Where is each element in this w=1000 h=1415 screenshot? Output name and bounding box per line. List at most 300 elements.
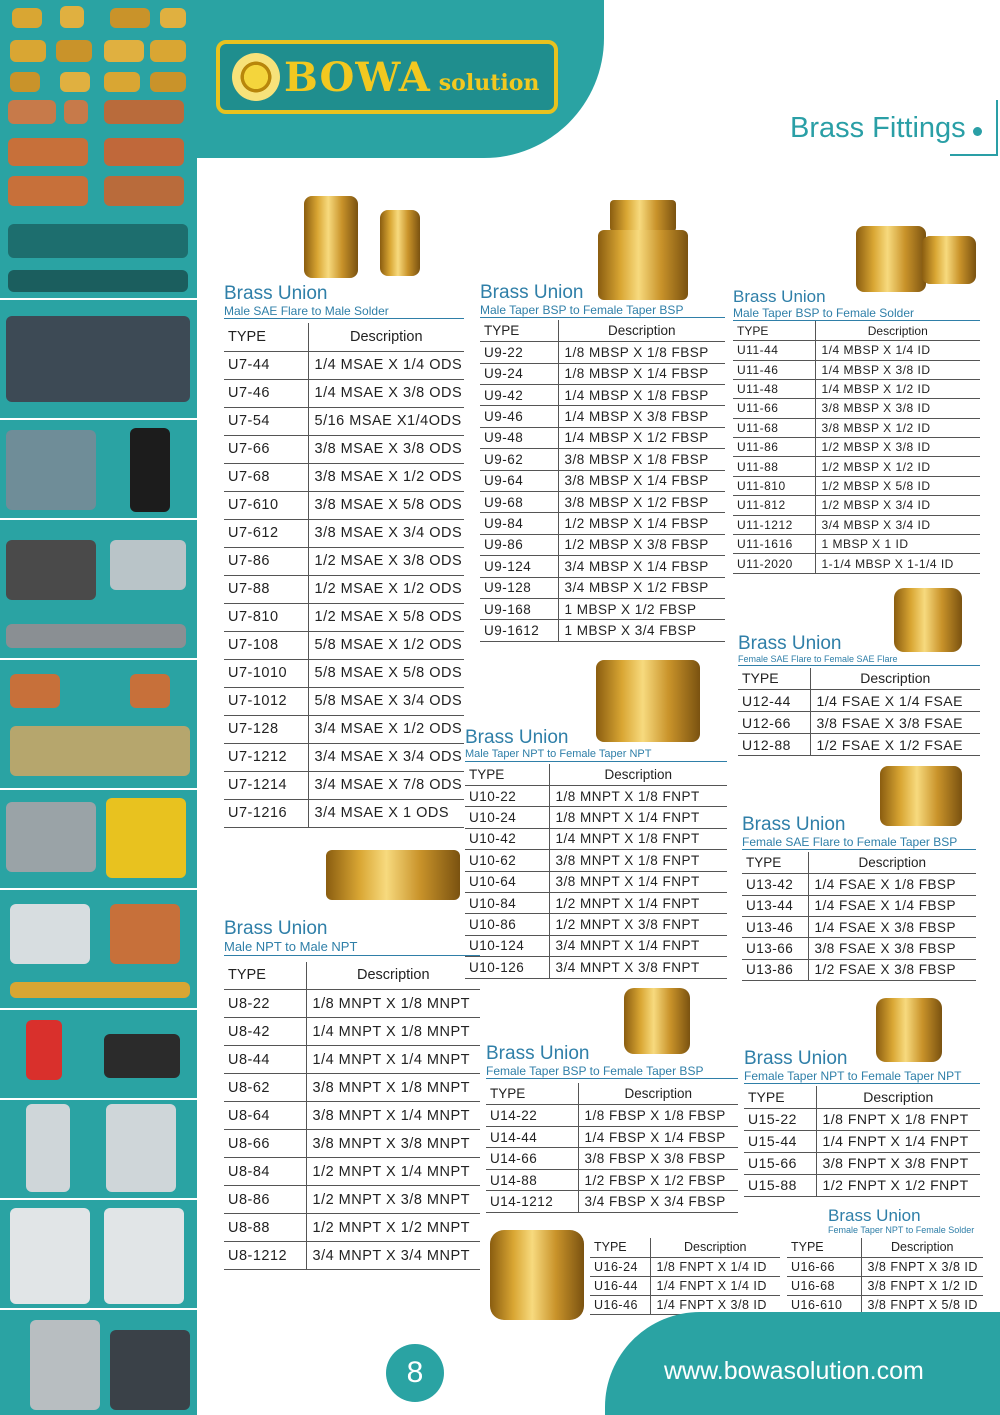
type-cell: U9-62	[480, 449, 558, 470]
description-column-header: Description	[816, 1086, 980, 1108]
description-cell: 1/2 MNPT X 3/8 MNPT	[306, 1186, 480, 1214]
description-cell: 3/8 MNPT X 1/8 FNPT	[549, 850, 727, 871]
table-row	[224, 491, 464, 519]
logo-emblem-icon	[232, 53, 280, 101]
table-row	[480, 449, 725, 470]
table-row	[733, 476, 980, 495]
page-heading: Brass Fittings	[790, 112, 966, 144]
table-row	[224, 407, 464, 435]
section-subtitle: Female SAE Flare to Female Taper BSP	[742, 835, 976, 850]
table-row	[480, 577, 725, 598]
section-title: Brass Union	[742, 814, 846, 835]
table-row	[224, 1102, 480, 1130]
description-cell: 1/2 MSAE X 1/2 ODS	[308, 575, 464, 603]
description-cell: 3/8 FSAE X 3/8 FBSP	[808, 938, 976, 959]
type-cell: U10-126	[465, 957, 549, 978]
type-cell: U11-44	[733, 341, 815, 360]
table-row	[733, 399, 980, 418]
cabinet-photo-block	[0, 1200, 197, 1310]
description-cell: 1/2 FBSP X 1/2 FBSP	[578, 1169, 738, 1191]
spec-table	[742, 852, 976, 981]
valve-photo-block	[0, 660, 197, 790]
table-header-row	[224, 962, 480, 990]
description-cell: 1 MBSP X 1 ID	[815, 535, 980, 554]
description-cell: 5/8 MSAE X 5/8 ODS	[308, 659, 464, 687]
type-cell: U9-48	[480, 427, 558, 448]
description-cell: 1/8 FNPT X 1/8 FNPT	[816, 1108, 980, 1130]
type-cell: U12-88	[738, 734, 810, 756]
type-cell: U9-22	[480, 342, 558, 363]
type-column-header: TYPE	[465, 764, 549, 785]
spec-table	[480, 320, 725, 641]
table-row	[465, 892, 727, 913]
table-row	[480, 620, 725, 641]
table-row	[733, 496, 980, 515]
type-column-header: TYPE	[787, 1238, 861, 1257]
type-cell: U14-22	[486, 1105, 578, 1127]
description-cell: 3/8 MNPT X 3/8 MNPT	[306, 1130, 480, 1158]
description-cell: 1/4 FSAE X 1/4 FBSP	[808, 895, 976, 916]
description-column-header: Description	[810, 668, 980, 690]
table-header-row	[480, 320, 725, 341]
description-cell: 1/4 MNPT X 1/8 MNPT	[306, 1018, 480, 1046]
description-cell: 1/4 MSAE X 3/8 ODS	[308, 379, 464, 407]
description-cell: 1/4 MBSP X 1/4 ID	[815, 341, 980, 360]
description-cell: 3/8 MNPT X 1/4 FNPT	[549, 871, 727, 892]
description-cell: 3/4 MSAE X 3/4 ODS	[308, 743, 464, 771]
fridge-photo-block	[0, 1100, 197, 1200]
description-cell: 1/4 MBSP X 1/2 FBSP	[558, 427, 725, 448]
description-cell: 1/2 MBSP X 3/8 ID	[815, 438, 980, 457]
type-column-header: TYPE	[733, 321, 815, 340]
description-column-header: Description	[861, 1238, 983, 1257]
spec-table	[486, 1083, 738, 1213]
section-title: Brass Union	[224, 918, 328, 939]
section-u8	[224, 919, 480, 1270]
table-header-row	[224, 323, 464, 351]
table-row	[465, 786, 727, 807]
description-cell: 1/4 MBSP X 1/2 ID	[815, 379, 980, 398]
description-column-header: Description	[308, 323, 464, 351]
type-column-header: TYPE	[224, 323, 308, 351]
logo-suffix: solution	[438, 70, 540, 96]
type-cell: U16-66	[787, 1257, 861, 1276]
type-cell: U11-810	[733, 476, 815, 495]
table-row	[224, 1046, 480, 1074]
table-row	[224, 575, 464, 603]
table-row	[224, 771, 464, 799]
table-row	[465, 957, 727, 978]
description-cell: 1/2 MBSP X 1/2 ID	[815, 457, 980, 476]
description-column-header: Description	[558, 320, 725, 341]
controller-photo-block	[0, 1010, 197, 1100]
description-cell: 3/8 MSAE X 3/8 ODS	[308, 435, 464, 463]
table-row	[480, 427, 725, 448]
description-cell: 1/4 MBSP X 1/8 FBSP	[558, 385, 725, 406]
table-row	[744, 1130, 980, 1152]
table-row	[486, 1191, 738, 1213]
spec-table	[744, 1086, 980, 1197]
description-cell: 5/16 MSAE X1/4ODS	[308, 407, 464, 435]
type-cell: U8-86	[224, 1186, 306, 1214]
table-row	[224, 1130, 480, 1158]
section-u16-header	[828, 1207, 988, 1235]
table-row	[224, 519, 464, 547]
description-cell: 1/4 FNPT X 1/4 FNPT	[816, 1130, 980, 1152]
section-title: Brass Union	[224, 283, 328, 304]
section-subtitle: Male SAE Flare to Male Solder	[224, 304, 464, 319]
description-cell: 1/2 MNPT X 3/8 FNPT	[549, 914, 727, 935]
table-row	[224, 1242, 480, 1270]
description-cell: 3/8 MNPT X 1/8 MNPT	[306, 1074, 480, 1102]
section-subtitle: Female Taper NPT to Female Solder	[828, 1224, 975, 1235]
type-cell: U15-88	[744, 1174, 816, 1196]
type-cell: U8-44	[224, 1046, 306, 1074]
description-cell: 3/8 FNPT X 5/8 ID	[861, 1295, 983, 1314]
description-cell: 3/4 MSAE X 1 ODS	[308, 799, 464, 827]
type-cell: U7-810	[224, 603, 308, 631]
heading-rule	[950, 154, 998, 156]
type-cell: U14-1212	[486, 1191, 578, 1213]
type-column-header: TYPE	[738, 668, 810, 690]
spec-table	[224, 323, 464, 828]
table-row	[733, 360, 980, 379]
type-cell: U11-2020	[733, 554, 815, 573]
description-column-header: Description	[808, 852, 976, 873]
type-cell: U7-128	[224, 715, 308, 743]
section-title: Brass Union	[828, 1206, 921, 1225]
section-subtitle: Male Taper BSP to Female Taper BSP	[480, 303, 725, 318]
table-row	[590, 1276, 780, 1295]
fitting-image-u7	[300, 196, 430, 282]
description-cell: 1/2 MBSP X 3/4 ID	[815, 496, 980, 515]
type-column-header: TYPE	[742, 852, 808, 873]
type-column-header: TYPE	[590, 1238, 650, 1257]
type-cell: U9-64	[480, 470, 558, 491]
type-cell: U11-48	[733, 379, 815, 398]
table-row	[224, 1018, 480, 1046]
type-cell: U7-1214	[224, 771, 308, 799]
description-column-header: Description	[306, 962, 480, 990]
type-cell: U7-68	[224, 463, 308, 491]
table-row	[738, 690, 980, 712]
type-cell: U16-68	[787, 1276, 861, 1295]
table-row	[486, 1169, 738, 1191]
table-row	[224, 463, 464, 491]
table-row	[224, 687, 464, 715]
description-cell: 3/8 MSAE X 3/4 ODS	[308, 519, 464, 547]
section-title: Brass Union	[480, 282, 584, 303]
table-header-row	[787, 1238, 983, 1257]
type-cell: U7-1212	[224, 743, 308, 771]
table-row	[224, 1158, 480, 1186]
motor-photo-block	[0, 520, 197, 660]
description-cell: 1 MBSP X 1/2 FBSP	[558, 598, 725, 619]
table-row	[787, 1276, 983, 1295]
table-row	[465, 914, 727, 935]
table-header-row	[590, 1238, 780, 1257]
type-cell: U16-24	[590, 1257, 650, 1276]
description-cell: 1/2 MSAE X 5/8 ODS	[308, 603, 464, 631]
table-row	[224, 799, 464, 827]
description-cell: 3/4 MSAE X 7/8 ODS	[308, 771, 464, 799]
table-header-row	[744, 1086, 980, 1108]
description-cell: 5/8 MSAE X 3/4 ODS	[308, 687, 464, 715]
description-cell: 1/4 FSAE X 1/8 FBSP	[808, 874, 976, 895]
section-title: Brass Union	[733, 287, 826, 306]
type-cell: U8-66	[224, 1130, 306, 1158]
type-cell: U16-610	[787, 1295, 861, 1314]
description-cell: 3/8 MBSP X 1/2 FBSP	[558, 491, 725, 512]
vacuum-pump-photo-block	[0, 790, 197, 890]
table-row	[480, 534, 725, 555]
type-cell: U13-42	[742, 874, 808, 895]
description-cell: 1/2 MBSP X 3/8 FBSP	[558, 534, 725, 555]
table-row	[224, 379, 464, 407]
table-row	[733, 438, 980, 457]
heading-vertical-rule	[996, 100, 998, 156]
table-row	[733, 379, 980, 398]
type-cell: U11-46	[733, 360, 815, 379]
description-cell: 1 MBSP X 3/4 FBSP	[558, 620, 725, 641]
description-cell: 1/4 MBSP X 3/8 ID	[815, 360, 980, 379]
description-cell: 3/8 MNPT X 1/4 MNPT	[306, 1102, 480, 1130]
description-cell: 3/8 FSAE X 3/8 FSAE	[810, 712, 980, 734]
description-cell: 1/2 MNPT X 1/4 FNPT	[549, 892, 727, 913]
section-u16-right	[787, 1238, 983, 1315]
fitting-image-u8	[326, 840, 460, 908]
type-cell: U15-44	[744, 1130, 816, 1152]
compressor-photo-block-2	[0, 420, 197, 520]
table-row	[480, 513, 725, 534]
description-column-header: Description	[815, 321, 980, 340]
type-cell: U10-62	[465, 850, 549, 871]
description-cell: 1/2 MNPT X 1/2 MNPT	[306, 1214, 480, 1242]
type-cell: U8-88	[224, 1214, 306, 1242]
type-cell: U11-88	[733, 457, 815, 476]
table-row	[480, 491, 725, 512]
table-row	[465, 807, 727, 828]
table-header-row	[733, 321, 980, 340]
section-title: Brass Union	[465, 727, 569, 748]
description-cell: 1/2 MBSP X 1/4 FBSP	[558, 513, 725, 534]
type-cell: U7-88	[224, 575, 308, 603]
table-row	[738, 712, 980, 734]
description-cell: 1/8 MNPT X 1/4 FNPT	[549, 807, 727, 828]
type-cell: U7-54	[224, 407, 308, 435]
type-cell: U7-1012	[224, 687, 308, 715]
table-row	[733, 554, 980, 573]
type-cell: U13-44	[742, 895, 808, 916]
fittings-photo-block	[0, 0, 197, 300]
table-row	[733, 457, 980, 476]
table-row	[465, 871, 727, 892]
page-number: 8	[386, 1344, 444, 1402]
type-cell: U9-68	[480, 491, 558, 512]
description-cell: 1/2 FSAE X 1/2 FSAE	[810, 734, 980, 756]
description-cell: 1/8 MNPT X 1/8 MNPT	[306, 990, 480, 1018]
description-cell: 3/4 MNPT X 3/4 MNPT	[306, 1242, 480, 1270]
description-cell: 3/8 MBSP X 3/8 ID	[815, 399, 980, 418]
table-row	[742, 959, 976, 980]
table-row	[742, 917, 976, 938]
description-cell: 1/4 FNPT X 1/4 ID	[650, 1276, 780, 1295]
section-subtitle: Female Taper BSP to Female Taper BSP	[486, 1064, 738, 1079]
description-cell: 3/4 MSAE X 1/2 ODS	[308, 715, 464, 743]
table-row	[224, 990, 480, 1018]
type-cell: U11-68	[733, 418, 815, 437]
table-header-row	[742, 852, 976, 873]
description-cell: 1/2 FSAE X 3/8 FBSP	[808, 959, 976, 980]
type-cell: U10-86	[465, 914, 549, 935]
table-row	[738, 734, 980, 756]
description-column-header: Description	[578, 1083, 738, 1105]
type-cell: U9-24	[480, 363, 558, 384]
section-subtitle: Male NPT to Male NPT	[224, 939, 480, 956]
description-cell: 1/2 MBSP X 5/8 ID	[815, 476, 980, 495]
type-cell: U14-88	[486, 1169, 578, 1191]
type-cell: U8-84	[224, 1158, 306, 1186]
type-cell: U8-62	[224, 1074, 306, 1102]
spec-table	[465, 764, 727, 978]
section-u7	[224, 284, 464, 828]
description-cell: 1/4 FNPT X 3/8 ID	[650, 1295, 780, 1314]
description-cell: 3/4 MNPT X 1/4 FNPT	[549, 935, 727, 956]
description-cell: 3/8 MBSP X 1/4 FBSP	[558, 470, 725, 491]
type-cell: U12-66	[738, 712, 810, 734]
type-cell: U7-1216	[224, 799, 308, 827]
type-cell: U7-66	[224, 435, 308, 463]
table-row	[590, 1257, 780, 1276]
table-row	[480, 363, 725, 384]
type-cell: U7-610	[224, 491, 308, 519]
section-u14	[486, 1044, 738, 1213]
section-title: Brass Union	[486, 1043, 590, 1064]
type-cell: U7-46	[224, 379, 308, 407]
type-column-header: TYPE	[744, 1086, 816, 1108]
type-cell: U9-124	[480, 556, 558, 577]
table-row	[480, 556, 725, 577]
table-row	[480, 385, 725, 406]
type-cell: U7-108	[224, 631, 308, 659]
website-link[interactable]: www.bowasolution.com	[664, 1357, 924, 1385]
table-row	[744, 1108, 980, 1130]
type-column-header: TYPE	[224, 962, 306, 990]
table-row	[744, 1152, 980, 1174]
description-cell: 3/8 MSAE X 5/8 ODS	[308, 491, 464, 519]
type-cell: U12-44	[738, 690, 810, 712]
description-column-header: Description	[549, 764, 727, 785]
ice-machine-photo-block	[0, 1310, 197, 1415]
description-column-header: Description	[650, 1238, 780, 1257]
description-cell: 1/4 MNPT X 1/4 MNPT	[306, 1046, 480, 1074]
spec-table	[224, 962, 480, 1271]
description-cell: 1/4 FSAE X 3/8 FBSP	[808, 917, 976, 938]
description-cell: 1/8 FNPT X 1/4 ID	[650, 1257, 780, 1276]
table-row	[733, 341, 980, 360]
type-cell: U10-84	[465, 892, 549, 913]
description-cell: 1/8 MBSP X 1/4 FBSP	[558, 363, 725, 384]
section-u15	[744, 1049, 980, 1197]
table-row	[486, 1148, 738, 1170]
section-u10	[465, 728, 727, 979]
type-cell: U16-46	[590, 1295, 650, 1314]
section-u16-left	[590, 1238, 780, 1315]
type-cell: U7-612	[224, 519, 308, 547]
type-cell: U10-124	[465, 935, 549, 956]
description-cell: 3/8 FNPT X 3/8 ID	[861, 1257, 983, 1276]
type-column-header: TYPE	[486, 1083, 578, 1105]
table-header-row	[486, 1083, 738, 1105]
table-row	[742, 895, 976, 916]
description-cell: 3/8 FNPT X 3/8 FNPT	[816, 1152, 980, 1174]
type-cell: U9-42	[480, 385, 558, 406]
type-cell: U11-1616	[733, 535, 815, 554]
type-cell: U8-64	[224, 1102, 306, 1130]
type-cell: U8-42	[224, 1018, 306, 1046]
type-cell: U9-1612	[480, 620, 558, 641]
type-cell: U11-812	[733, 496, 815, 515]
table-row	[465, 828, 727, 849]
type-cell: U10-24	[465, 807, 549, 828]
fitting-image-u16	[490, 1230, 586, 1322]
description-cell: 5/8 MSAE X 1/2 ODS	[308, 631, 464, 659]
type-cell: U8-1212	[224, 1242, 306, 1270]
description-cell: 3/4 MBSP X 1/4 FBSP	[558, 556, 725, 577]
description-cell: 1/4 FSAE X 1/4 FSAE	[810, 690, 980, 712]
logo-text: BOWA	[284, 53, 431, 101]
type-cell: U15-22	[744, 1108, 816, 1130]
description-cell: 1/4 MBSP X 3/8 FBSP	[558, 406, 725, 427]
type-cell: U9-46	[480, 406, 558, 427]
table-row	[486, 1126, 738, 1148]
type-cell: U9-168	[480, 598, 558, 619]
table-row	[224, 1074, 480, 1102]
description-cell: 3/4 FBSP X 3/4 FBSP	[578, 1191, 738, 1213]
table-row	[224, 435, 464, 463]
description-cell: 3/8 FBSP X 3/8 FBSP	[578, 1148, 738, 1170]
type-column-header: TYPE	[480, 320, 558, 341]
description-cell: 1/4 FBSP X 1/4 FBSP	[578, 1126, 738, 1148]
table-row	[224, 743, 464, 771]
table-row	[742, 874, 976, 895]
type-cell: U10-64	[465, 871, 549, 892]
spec-table	[738, 668, 980, 757]
description-cell: 3/4 MBSP X 3/4 ID	[815, 515, 980, 534]
type-cell: U10-22	[465, 786, 549, 807]
type-cell: U16-44	[590, 1276, 650, 1295]
description-cell: 3/8 MSAE X 1/2 ODS	[308, 463, 464, 491]
table-row	[787, 1257, 983, 1276]
table-row	[224, 715, 464, 743]
table-row	[224, 631, 464, 659]
section-u9	[480, 283, 725, 642]
type-cell: U9-128	[480, 577, 558, 598]
description-cell: 1/8 MBSP X 1/8 FBSP	[558, 342, 725, 363]
table-row	[480, 598, 725, 619]
description-cell: 1/2 MNPT X 1/4 MNPT	[306, 1158, 480, 1186]
table-row	[733, 535, 980, 554]
type-cell: U15-66	[744, 1152, 816, 1174]
description-cell: 3/8 FNPT X 1/2 ID	[861, 1276, 983, 1295]
type-cell: U8-22	[224, 990, 306, 1018]
type-cell: U7-86	[224, 547, 308, 575]
table-row	[224, 1214, 480, 1242]
type-cell: U14-44	[486, 1126, 578, 1148]
table-row	[224, 351, 464, 379]
description-cell: 1-1/4 MBSP X 1-1/4 ID	[815, 554, 980, 573]
type-cell: U9-86	[480, 534, 558, 555]
